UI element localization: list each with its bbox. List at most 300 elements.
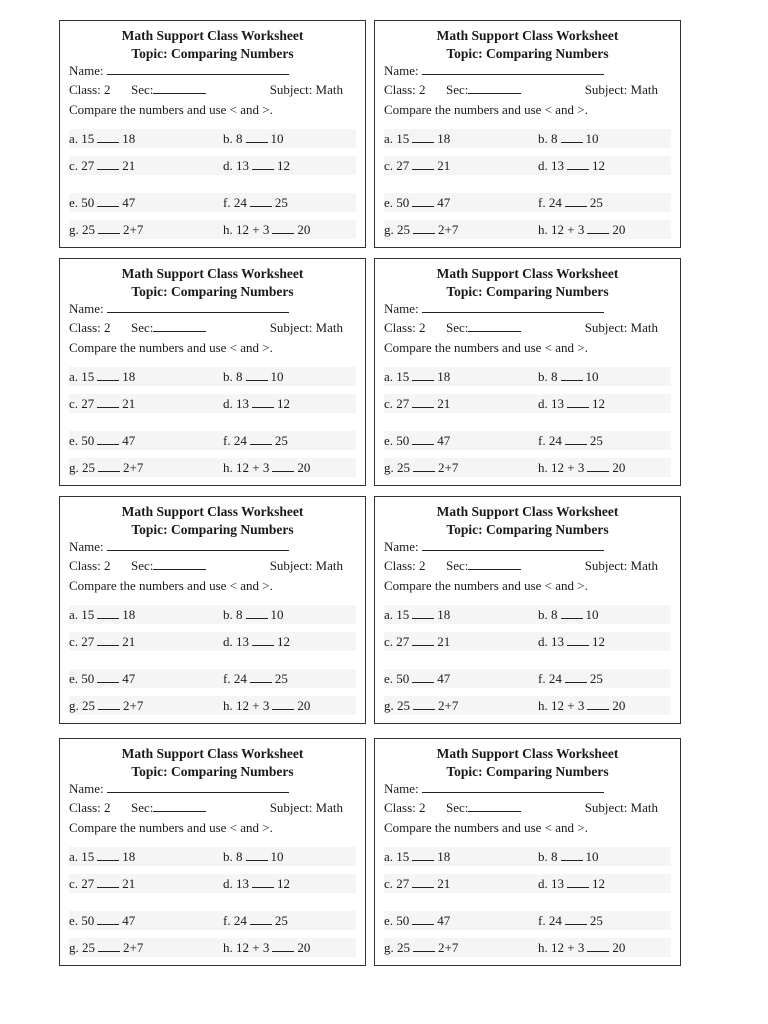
sec-blank[interactable] (468, 320, 521, 332)
question-a (384, 848, 450, 865)
question-label: a. 15 (384, 131, 410, 146)
question-a (384, 130, 450, 147)
question-d (538, 633, 605, 650)
question-g (69, 221, 143, 238)
answer-blank[interactable] (272, 940, 294, 952)
question-row (69, 129, 356, 148)
answer-blank[interactable] (97, 634, 119, 646)
question-rhs: 25 (274, 195, 288, 210)
question-f (223, 194, 288, 211)
answer-blank[interactable] (252, 158, 274, 170)
question-label: c. 27 (384, 158, 410, 173)
answer-blank[interactable] (252, 396, 274, 408)
worksheet-topic: Topic: Comparing Numbers (131, 764, 294, 779)
question-label: b. 8 (538, 131, 558, 146)
answer-blank[interactable] (246, 131, 268, 143)
answer-blank[interactable] (252, 876, 274, 888)
question-label: f. 24 (538, 671, 562, 686)
question-rhs: 18 (437, 607, 451, 622)
answer-blank[interactable] (412, 369, 434, 381)
name-blank[interactable] (107, 63, 289, 75)
answer-blank[interactable] (98, 222, 120, 234)
question-label: d. 13 (538, 396, 564, 411)
question-rhs: 20 (612, 940, 626, 955)
answer-blank[interactable] (97, 913, 119, 925)
question-row (384, 156, 671, 175)
question-f (223, 670, 288, 687)
question-rhs: 25 (589, 913, 603, 928)
question-row (384, 696, 671, 715)
question-f (538, 194, 603, 211)
question-c (384, 395, 450, 412)
question-row (384, 605, 671, 624)
question-rhs: 21 (122, 876, 136, 891)
question-h (538, 221, 625, 238)
question-b (223, 848, 284, 865)
question-b (538, 368, 599, 385)
question-d (538, 875, 605, 892)
question-row (384, 129, 671, 148)
question-rhs: 47 (122, 195, 136, 210)
question-b (223, 606, 284, 623)
question-g (69, 459, 143, 476)
answer-blank[interactable] (567, 634, 589, 646)
question-rhs: 10 (585, 607, 599, 622)
question-c (69, 157, 135, 174)
answer-blank[interactable] (413, 940, 435, 952)
question-d (223, 875, 290, 892)
question-rhs: 21 (122, 396, 136, 411)
name-label: Name: (384, 781, 419, 796)
question-label: f. 24 (223, 913, 247, 928)
class-line (384, 557, 671, 574)
answer-blank[interactable] (412, 876, 434, 888)
answer-blank[interactable] (272, 222, 294, 234)
class-line (69, 319, 356, 336)
question-label: h. 12 + 3 (538, 940, 585, 955)
question-label: b. 8 (223, 131, 243, 146)
question-rhs: 25 (274, 433, 288, 448)
question-row (69, 156, 356, 175)
question-e (69, 912, 135, 929)
question-rhs: 12 (277, 396, 290, 411)
question-rhs: 2+7 (438, 222, 459, 237)
question-rhs: 20 (612, 222, 626, 237)
question-rhs: 2+7 (438, 460, 459, 475)
name-blank[interactable] (422, 539, 604, 551)
sec-blank[interactable] (468, 558, 521, 570)
question-label: b. 8 (223, 607, 243, 622)
worksheet-card (59, 496, 366, 724)
question-label: d. 13 (223, 158, 249, 173)
question-label: e. 50 (69, 671, 95, 686)
class-label: Class: 2 (384, 82, 426, 97)
answer-blank[interactable] (561, 131, 583, 143)
question-g (384, 459, 458, 476)
answer-blank[interactable] (412, 634, 434, 646)
question-b (223, 368, 284, 385)
question-rhs: 25 (274, 913, 288, 928)
question-label: a. 15 (69, 849, 95, 864)
question-g (384, 939, 458, 956)
question-f (538, 670, 603, 687)
question-rhs: 10 (270, 131, 284, 146)
answer-blank[interactable] (587, 222, 609, 234)
question-label: e. 50 (69, 433, 95, 448)
question-rhs: 20 (612, 698, 626, 713)
name-blank[interactable] (422, 63, 604, 75)
question-label: a. 15 (69, 131, 95, 146)
name-blank[interactable] (107, 781, 289, 793)
answer-blank[interactable] (412, 131, 434, 143)
question-rhs: 20 (297, 460, 311, 475)
answer-blank[interactable] (413, 460, 435, 472)
question-rhs: 18 (122, 369, 136, 384)
question-rhs: 2+7 (438, 940, 459, 955)
question-h (223, 697, 310, 714)
answer-blank[interactable] (97, 369, 119, 381)
answer-blank[interactable] (587, 698, 609, 710)
worksheet-title: Math Support Class Worksheet (436, 28, 619, 43)
question-a (384, 368, 450, 385)
name-label: Name: (384, 301, 419, 316)
answer-blank[interactable] (561, 849, 583, 861)
instruction: Compare the numbers and use < and >. (384, 102, 588, 117)
question-rhs: 21 (437, 396, 451, 411)
question-rhs: 47 (122, 913, 136, 928)
worksheet-topic: Topic: Comparing Numbers (446, 764, 609, 779)
question-b (223, 130, 284, 147)
sec-blank[interactable] (153, 800, 206, 812)
worksheet-topic: Topic: Comparing Numbers (446, 522, 609, 537)
question-a (69, 130, 135, 147)
question-rhs: 2+7 (123, 940, 144, 955)
question-h (223, 221, 310, 238)
sec-blank[interactable] (153, 320, 206, 332)
question-row (69, 669, 356, 688)
question-label: e. 50 (384, 195, 410, 210)
question-e (384, 432, 450, 449)
class-label: Class: 2 (69, 558, 111, 573)
name-line (69, 538, 356, 555)
question-label: g. 25 (69, 698, 95, 713)
question-label: c. 27 (69, 634, 95, 649)
answer-blank[interactable] (567, 158, 589, 170)
question-rhs: 10 (585, 369, 599, 384)
answer-blank[interactable] (97, 195, 119, 207)
name-label: Name: (69, 539, 104, 554)
question-rhs: 2+7 (123, 460, 144, 475)
sec-label: Sec: (131, 558, 154, 573)
question-e (384, 670, 450, 687)
question-label: d. 13 (223, 396, 249, 411)
question-label: b. 8 (223, 849, 243, 864)
question-row (384, 911, 671, 930)
name-label: Name: (384, 539, 419, 554)
answer-blank[interactable] (412, 158, 434, 170)
sec-blank[interactable] (153, 558, 206, 570)
question-row (69, 394, 356, 413)
question-rhs: 12 (592, 396, 605, 411)
answer-blank[interactable] (567, 876, 589, 888)
answer-blank[interactable] (97, 396, 119, 408)
answer-blank[interactable] (97, 849, 119, 861)
name-blank[interactable] (422, 781, 604, 793)
answer-blank[interactable] (412, 671, 434, 683)
class-line (384, 799, 671, 816)
question-label: e. 50 (384, 913, 410, 928)
question-e (384, 912, 450, 929)
question-e (69, 432, 135, 449)
question-c (69, 875, 135, 892)
name-blank[interactable] (107, 539, 289, 551)
answer-blank[interactable] (250, 195, 272, 207)
question-row (69, 911, 356, 930)
worksheet-card (59, 20, 366, 248)
question-label: e. 50 (69, 913, 95, 928)
answer-blank[interactable] (246, 607, 268, 619)
question-label: h. 12 + 3 (538, 222, 585, 237)
answer-blank[interactable] (250, 671, 272, 683)
instruction: Compare the numbers and use < and >. (69, 340, 273, 355)
name-line (384, 62, 671, 79)
name-blank[interactable] (107, 301, 289, 313)
answer-blank[interactable] (246, 369, 268, 381)
question-row (384, 669, 671, 688)
answer-blank[interactable] (565, 671, 587, 683)
answer-blank[interactable] (587, 940, 609, 952)
question-rhs: 18 (437, 849, 451, 864)
answer-blank[interactable] (97, 671, 119, 683)
worksheet-card (374, 738, 681, 966)
sec-blank[interactable] (153, 82, 206, 94)
worksheet-title: Math Support Class Worksheet (121, 28, 304, 43)
answer-blank[interactable] (412, 396, 434, 408)
question-label: a. 15 (69, 607, 95, 622)
question-row (384, 193, 671, 212)
question-h (538, 697, 625, 714)
answer-blank[interactable] (98, 940, 120, 952)
question-label: a. 15 (69, 369, 95, 384)
question-label: d. 13 (223, 634, 249, 649)
question-d (223, 633, 290, 650)
question-label: f. 24 (538, 913, 562, 928)
question-rhs: 18 (437, 369, 451, 384)
answer-blank[interactable] (272, 460, 294, 472)
question-rhs: 10 (585, 131, 599, 146)
question-rhs: 20 (612, 460, 626, 475)
question-label: c. 27 (384, 876, 410, 891)
class-label: Class: 2 (69, 800, 111, 815)
class-line (69, 81, 356, 98)
question-label: h. 12 + 3 (538, 460, 585, 475)
answer-blank[interactable] (565, 433, 587, 445)
answer-blank[interactable] (565, 913, 587, 925)
question-rhs: 18 (122, 131, 136, 146)
sec-label: Sec: (131, 82, 154, 97)
question-label: c. 27 (69, 876, 95, 891)
instruction: Compare the numbers and use < and >. (69, 820, 273, 835)
question-label: c. 27 (69, 158, 95, 173)
question-rhs: 25 (589, 671, 603, 686)
question-rhs: 10 (270, 369, 284, 384)
question-row (69, 847, 356, 866)
question-label: g. 25 (69, 222, 95, 237)
question-rhs: 25 (589, 195, 603, 210)
question-row (384, 938, 671, 957)
subject-label: Subject: Math (584, 800, 658, 815)
question-b (538, 130, 599, 147)
subject-label: Subject: Math (584, 82, 658, 97)
question-rhs: 21 (122, 634, 136, 649)
answer-blank[interactable] (412, 849, 434, 861)
question-row (69, 220, 356, 239)
name-blank[interactable] (422, 301, 604, 313)
question-f (538, 912, 603, 929)
question-label: b. 8 (538, 607, 558, 622)
answer-blank[interactable] (97, 433, 119, 445)
question-rhs: 12 (592, 876, 605, 891)
question-row (69, 193, 356, 212)
answer-blank[interactable] (250, 433, 272, 445)
question-c (69, 395, 135, 412)
name-label: Name: (69, 63, 104, 78)
answer-blank[interactable] (561, 369, 583, 381)
question-rhs: 2+7 (438, 698, 459, 713)
name-label: Name: (69, 781, 104, 796)
answer-blank[interactable] (413, 698, 435, 710)
answer-blank[interactable] (587, 460, 609, 472)
answer-blank[interactable] (565, 195, 587, 207)
worksheet-topic: Topic: Comparing Numbers (446, 284, 609, 299)
question-rhs: 47 (437, 671, 451, 686)
question-row (384, 367, 671, 386)
question-rhs: 47 (122, 433, 136, 448)
subject-label: Subject: Math (269, 320, 343, 335)
question-row (69, 605, 356, 624)
class-label: Class: 2 (384, 800, 426, 815)
answer-blank[interactable] (97, 158, 119, 170)
instruction: Compare the numbers and use < and >. (69, 578, 273, 593)
worksheet-card (374, 496, 681, 724)
answer-blank[interactable] (413, 222, 435, 234)
subject-label: Subject: Math (584, 320, 658, 335)
question-e (69, 194, 135, 211)
question-label: c. 27 (384, 634, 410, 649)
worksheet-title: Math Support Class Worksheet (121, 266, 304, 281)
question-label: f. 24 (538, 195, 562, 210)
answer-blank[interactable] (561, 607, 583, 619)
question-label: a. 15 (384, 369, 410, 384)
question-rhs: 25 (589, 433, 603, 448)
class-line (69, 799, 356, 816)
question-g (384, 697, 458, 714)
answer-blank[interactable] (567, 396, 589, 408)
question-c (384, 633, 450, 650)
question-label: e. 50 (384, 433, 410, 448)
question-rhs: 12 (592, 158, 605, 173)
worksheet-card (59, 738, 366, 966)
question-label: d. 13 (538, 158, 564, 173)
question-f (538, 432, 603, 449)
class-line (69, 557, 356, 574)
answer-blank[interactable] (412, 913, 434, 925)
class-line (384, 81, 671, 98)
worksheet-title: Math Support Class Worksheet (436, 746, 619, 761)
answer-blank[interactable] (98, 698, 120, 710)
question-rhs: 20 (297, 698, 311, 713)
sec-blank[interactable] (468, 800, 521, 812)
question-rhs: 47 (437, 195, 451, 210)
question-row (69, 874, 356, 893)
question-rhs: 20 (297, 940, 311, 955)
answer-blank[interactable] (412, 607, 434, 619)
question-rhs: 21 (437, 158, 451, 173)
worksheet-card (59, 258, 366, 486)
question-b (538, 848, 599, 865)
question-c (384, 157, 450, 174)
question-rhs: 18 (122, 607, 136, 622)
question-label: f. 24 (223, 195, 247, 210)
question-rhs: 47 (437, 913, 451, 928)
question-label: h. 12 + 3 (538, 698, 585, 713)
question-c (69, 633, 135, 650)
question-e (384, 194, 450, 211)
question-row (384, 220, 671, 239)
question-rhs: 12 (592, 634, 605, 649)
sec-blank[interactable] (468, 82, 521, 94)
answer-blank[interactable] (412, 195, 434, 207)
class-line (384, 319, 671, 336)
question-label: h. 12 + 3 (223, 460, 270, 475)
answer-blank[interactable] (272, 698, 294, 710)
answer-blank[interactable] (97, 131, 119, 143)
class-label: Class: 2 (384, 558, 426, 573)
question-g (69, 939, 143, 956)
question-rhs: 10 (270, 849, 284, 864)
answer-blank[interactable] (98, 460, 120, 472)
question-e (69, 670, 135, 687)
question-row (69, 431, 356, 450)
question-a (384, 606, 450, 623)
worksheet-card (374, 20, 681, 248)
answer-blank[interactable] (412, 433, 434, 445)
answer-blank[interactable] (250, 913, 272, 925)
question-label: f. 24 (223, 433, 247, 448)
sec-label: Sec: (446, 82, 469, 97)
question-row (384, 431, 671, 450)
worksheet-topic: Topic: Comparing Numbers (131, 522, 294, 537)
question-label: f. 24 (538, 433, 562, 448)
question-c (384, 875, 450, 892)
question-g (69, 697, 143, 714)
question-label: b. 8 (538, 849, 558, 864)
question-rhs: 20 (297, 222, 311, 237)
question-f (223, 912, 288, 929)
question-label: g. 25 (384, 222, 410, 237)
name-line (69, 62, 356, 79)
question-rhs: 18 (437, 131, 451, 146)
worksheet-card (374, 258, 681, 486)
answer-blank[interactable] (97, 876, 119, 888)
worksheet-title: Math Support Class Worksheet (121, 746, 304, 761)
answer-blank[interactable] (97, 607, 119, 619)
answer-blank[interactable] (246, 849, 268, 861)
question-label: h. 12 + 3 (223, 698, 270, 713)
answer-blank[interactable] (252, 634, 274, 646)
question-label: a. 15 (384, 849, 410, 864)
question-label: g. 25 (384, 460, 410, 475)
